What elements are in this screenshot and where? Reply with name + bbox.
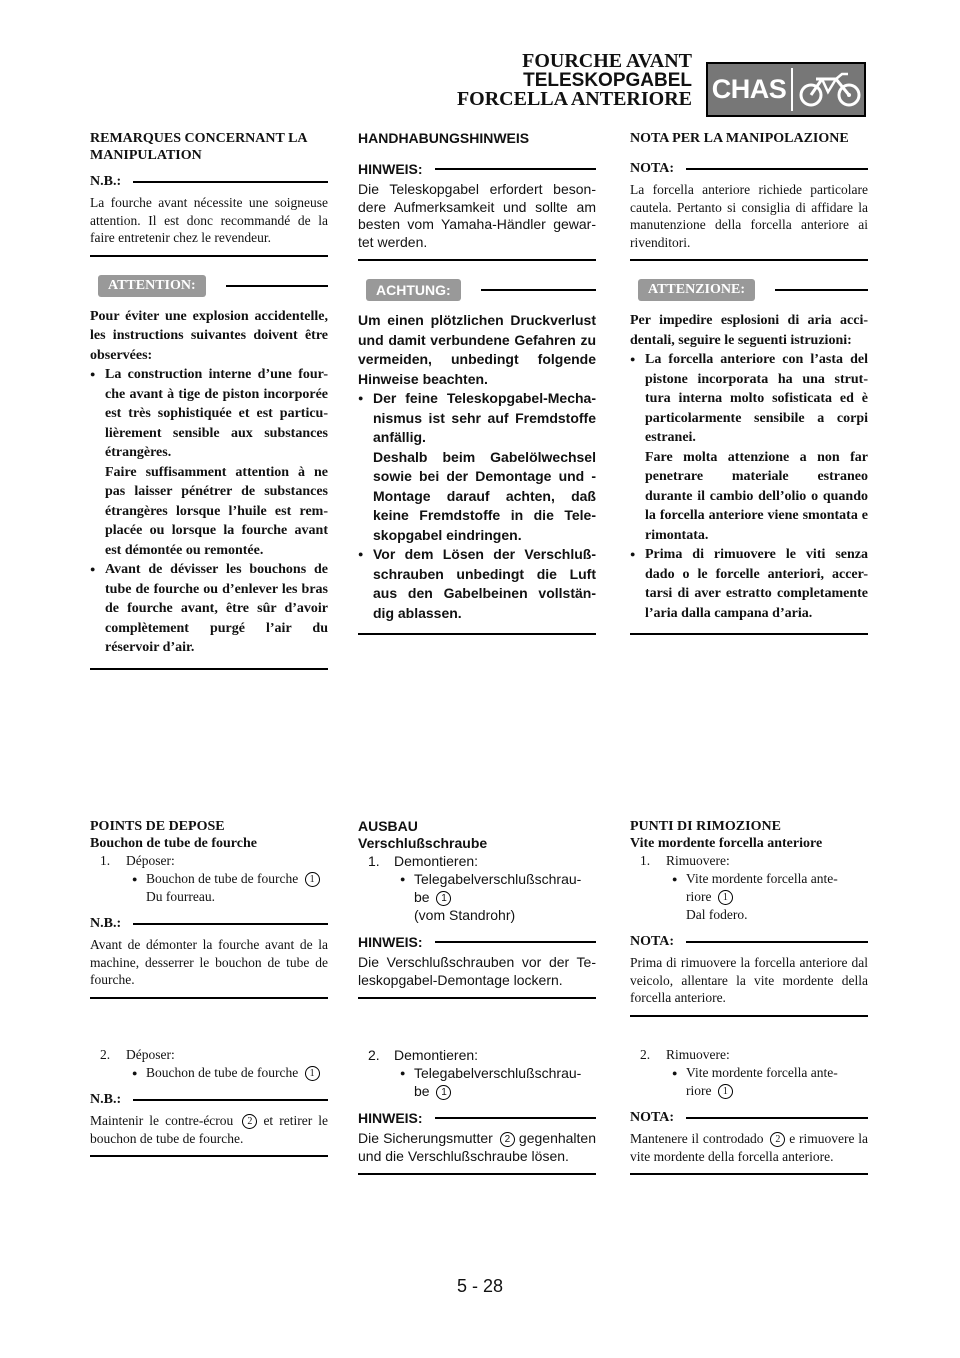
fr-removal-note1-end-rule (90, 997, 328, 999)
fr-note-rule (133, 181, 328, 183)
fr-removal-section (90, 818, 328, 999)
it-warning-rule (775, 289, 868, 291)
fr-step-1-from: Du fourreau. (146, 889, 215, 904)
de-removal-step2-section (358, 1046, 596, 1175)
fr-note2-text-a: Maintenir le contre-écrou (90, 1113, 234, 1128)
fr-removal-note1-text: Avant de démonter la fourche avant de la machine, desserrer le bouchon de tube de fourche. (90, 937, 328, 987)
de-removal-heading: AUSBAU (358, 818, 418, 834)
de-bullet-1b: Deshalb beim Gabelölwechsel sowie bei der Demontage und -Montage darauf achten, daß keine Fremdstoffe in die Tele-skopgabel eindringen. (373, 448, 596, 543)
de-bullet-1a: ● Der feine Teleskopgabel-Mecha-nismus ist sehr auf Fremdstoffe anfällig. (373, 390, 596, 445)
it-removal-note2-header (630, 1110, 868, 1126)
fr-removal-note1-label: N.B.: (90, 916, 122, 931)
de-step-1-callout: 1 (436, 891, 451, 906)
badge-divider (791, 68, 793, 111)
de-warning-bullet-2: ● Vor dem Lösen der Verschluß-schrauben unbedingt die Luft aus den Gabelbeinen vollstän-dig ablassen. (358, 545, 596, 623)
fr-step-2 (90, 1046, 328, 1064)
fr-removal-note2-text (90, 1112, 328, 1147)
fr-handling-heading-2: MANIPULATION (90, 148, 202, 163)
fr-note2-text-b: et retirer le bouchon de tube de fourche. (90, 1113, 329, 1146)
fr-note-label: N.B.: (90, 174, 122, 189)
de-warning-badge: ACHTUNG: (366, 279, 461, 301)
it-removal-note1-text: Prima di rimuovere la forcella anteriore dal veicolo, allentare la vite mordente della forcella anteriore. (630, 955, 868, 1005)
fr-removal-subheading: Bouchon de tube de fourche (90, 836, 257, 851)
fr-step-1-num: 1. (100, 853, 111, 868)
it-step-2-item: ● Vite mordente forcella ante- (630, 1064, 868, 1082)
fr-step-1-label: Déposer: (126, 853, 175, 868)
de-removal-note1-text: Die Verschlußschrauben vor der Te-leskopgabel-Demontage lockern. (358, 954, 596, 988)
page-number: 5 - 28 (456, 1276, 504, 1296)
fr-note2-callout: 2 (242, 1114, 257, 1129)
it-removal-section (630, 818, 868, 1017)
de-note-rule (435, 168, 596, 170)
it-bullet-1b: Fare molta attenzione a non far penetrare materiale estraneo durante il cambio dell’olio o quando la forcella anteriore viene smontata e rimontata. (645, 449, 868, 543)
de-removal-note2-text (358, 1130, 596, 1165)
it-removal-note2-rule (686, 1117, 868, 1119)
fr-handling-heading-1: REMARQUES CONCERNANT LA (90, 131, 308, 146)
de-removal-note2-header (358, 1110, 596, 1126)
de-note-text: Die Teleskopgabel erfordert beson-dere Aufmerksamkeit und sollte am besten vom Yamaha-Händler gewar-tet werden. (358, 181, 596, 250)
it-warning-header (630, 279, 868, 301)
fr-step-2-num: 2. (100, 1047, 111, 1062)
de-warning-bullet-1 (358, 389, 596, 545)
it-step-2-item-b: riore (686, 1083, 712, 1098)
de-step-2-label: Demontieren: (394, 1047, 479, 1063)
fr-step-1-callout: 1 (305, 872, 320, 887)
it-note-label: NOTA: (630, 161, 675, 176)
it-note-header (630, 161, 868, 177)
fr-note-text: La fourche avant nécessite une soigneuse attention. Il est donc recommandé de la faire entretenir chez le revendeur. (90, 195, 328, 245)
fr-warning-body (90, 307, 328, 658)
fr-step-1-item (90, 870, 328, 888)
de-step-1-item-cont (358, 888, 596, 906)
it-step-1-label: Rimuovere: (666, 853, 730, 868)
de-step-1-item-b: be (414, 889, 430, 905)
it-removal-note1-rule (686, 941, 868, 943)
it-warning-body (630, 311, 868, 623)
it-warning-bullet-1 (630, 350, 868, 545)
it-step-2-label: Rimuovere: (666, 1047, 730, 1062)
fr-removal-note2-header (90, 1092, 328, 1108)
fr-removal-note1-header (90, 916, 328, 932)
fr-removal-step2-section (90, 1046, 328, 1157)
fr-warning-bullet-1 (90, 365, 328, 560)
de-removal-note1-end-rule (358, 997, 596, 999)
it-handling-section (630, 130, 868, 635)
it-removal-note2-label: NOTA: (630, 1110, 675, 1125)
chapter-label: CHAS (711, 74, 787, 104)
it-step-1-num: 1. (640, 853, 651, 868)
de-removal-note2-rule (435, 1117, 596, 1119)
de-removal-subheading: Verschlußschraube (358, 835, 488, 851)
it-removal-note1-end-rule (630, 1015, 868, 1017)
it-step-1 (630, 852, 868, 870)
chapter-badge (706, 62, 866, 117)
fr-step-2-item-text: Bouchon de tube de fourche (146, 1065, 299, 1080)
de-removal-note1-rule (435, 941, 596, 943)
de-warning-body (358, 311, 596, 623)
fr-removal-note1-rule (133, 923, 328, 925)
de-step-1-item: ● Telegabelverschlußschrau- (358, 870, 596, 888)
fr-step-2-label: Déposer: (126, 1047, 175, 1062)
fr-removal-note2-end-rule (90, 1155, 328, 1157)
it-step-2-num: 2. (640, 1047, 651, 1062)
de-note2-callout: 2 (500, 1132, 515, 1147)
title-fr: FOURCHE AVANT (522, 50, 692, 72)
de-step-2-item-b: be (414, 1083, 430, 1099)
it-removal-note2-end-rule (630, 1173, 868, 1175)
de-warning-header (358, 279, 596, 301)
fr-warning-badge: ATTENTION: (98, 275, 206, 297)
de-note2-text-b: gegenhalten und die Verschlußschraube lösen. (358, 1130, 596, 1164)
de-removal-note2-label: HINWEIS: (358, 1110, 423, 1126)
de-warning-end-rule (358, 633, 596, 635)
it-warning-bullet-2: ● Prima di rimuovere le viti senza dado o le forcelle anteriori, accer-tarsi di aver estratto completamente l’aria dalla campana d’aria. (630, 545, 868, 623)
it-step-1-callout: 1 (718, 890, 733, 905)
title-it: FORCELLA ANTERIORE (456, 88, 692, 110)
de-step-1 (358, 852, 596, 870)
it-removal-subheading: Vite mordente forcella anteriore (630, 836, 823, 851)
fr-warning-end-rule (90, 668, 328, 670)
it-note2-text-b: e rimuovere la vite mordente della forcella anteriore. (630, 1131, 869, 1164)
it-removal-note1-header (630, 934, 868, 950)
de-step-1-num: 1. (368, 853, 380, 869)
it-removal-step2-section (630, 1046, 868, 1175)
it-handling-heading: NOTA PER LA MANIPOLAZIONE (630, 131, 849, 146)
fr-removal-heading: POINTS DE DEPOSE (90, 819, 225, 834)
fr-warning-header (90, 275, 328, 297)
it-step-1-item-cont (630, 888, 868, 906)
fr-removal-note2-label: N.B.: (90, 1092, 122, 1107)
it-warning-badge: ATTENZIONE: (638, 279, 755, 301)
fr-step-2-callout: 1 (305, 1066, 320, 1081)
it-bullet-1a: ● La forcella anteriore con l’asta del pistone incorporata ha una strut-tura interna molto sofisticata ed è particolarmente sensibile a corpi estranei. (645, 352, 868, 445)
de-warning-intro: Um einen plötzlichen Druckverlust und damit verbundene Gefahren zu vermeiden, unbedingt folgende Hinweise beachten. (358, 312, 596, 387)
it-step-1-from: Dal fodero. (686, 907, 748, 922)
fr-warning-rule (226, 285, 328, 287)
it-step-1-item-b: riore (686, 889, 712, 904)
title-de: TELESKOPGABEL (523, 70, 692, 91)
de-step-2-num: 2. (368, 1047, 380, 1063)
de-step-2 (358, 1046, 596, 1064)
de-note2-text-a: Die Sicherungsmutter (358, 1130, 493, 1146)
fr-step-2-item (90, 1064, 328, 1082)
fr-warning-intro: Pour éviter une explosion accidentelle, les instructions suivantes doivent être observées: (90, 308, 328, 363)
fr-step-1 (90, 852, 328, 870)
de-handling-section (358, 130, 596, 635)
fr-warning-bullet-2: ● Avant de dévisser les bouchons de tube de fourche ou d’enlever les bras de fourche avant, être sûr d’avoir complètement purgé l’air du réservoir d’air. (90, 560, 328, 658)
de-removal-note2-end-rule (358, 1173, 596, 1175)
de-warning-rule (481, 289, 596, 291)
it-removal-note2-text (630, 1130, 868, 1165)
it-note2-callout: 2 (770, 1132, 785, 1147)
fr-handling-section (90, 130, 328, 670)
de-removal-section (358, 818, 596, 999)
de-step-2-item: ● Telegabelverschlußschrau- (358, 1064, 596, 1082)
it-step-2 (630, 1046, 868, 1064)
it-note2-text-a: Mantenere il controdado (630, 1131, 764, 1146)
it-warning-end-rule (630, 633, 868, 635)
de-removal-note1-label: HINWEIS: (358, 934, 423, 950)
fr-note-header (90, 174, 328, 190)
fr-step-1-item-text: Bouchon de tube de fourche (146, 871, 299, 886)
it-removal-heading: PUNTI DI RIMOZIONE (630, 819, 781, 834)
it-step-2-callout: 1 (718, 1084, 733, 1099)
it-step-2-item-cont (630, 1082, 868, 1100)
de-handling-heading: HANDHABUNGSHINWEIS (358, 130, 530, 146)
it-note-text: La forcella anteriore richiede particolare cautela. Pertanto si consiglia di affidare la manutenzione della forcella anteriore ai rivenditori. (630, 182, 868, 250)
section-titles (457, 52, 692, 109)
de-step-1-from: (vom Standrohr) (414, 907, 516, 923)
fr-bullet-1b: Faire suffisamment attention à ne pas laisser pénétrer de substances étrangères lorsque l’huile est rem-placée ou lorsque la fourche avant est démontée ou remontée. (105, 464, 328, 558)
it-warning-intro: Per impedire esplosioni di aria acci-dentali, seguire le seguenti istruzioni: (630, 313, 868, 348)
it-note-rule (686, 168, 868, 170)
it-removal-note1-label: NOTA: (630, 934, 675, 949)
fr-removal-note2-rule (133, 1099, 328, 1101)
de-removal-note1-header (358, 934, 596, 950)
motorcycle-icon (798, 70, 862, 110)
de-note-label: HINWEIS: (358, 161, 423, 177)
fr-bullet-1a: ● La construction interne d’une four-che avant à tige de piston incorporée est très sophistiquée et est particu-lièrement sensible aux substances étrangères. (105, 367, 328, 460)
de-step-1-label: Demontieren: (394, 853, 479, 869)
it-step-1-item: ● Vite mordente forcella ante- (630, 870, 868, 888)
de-step-2-item-cont (358, 1082, 596, 1100)
de-step-2-callout: 1 (436, 1085, 451, 1100)
de-note-header (358, 161, 596, 177)
